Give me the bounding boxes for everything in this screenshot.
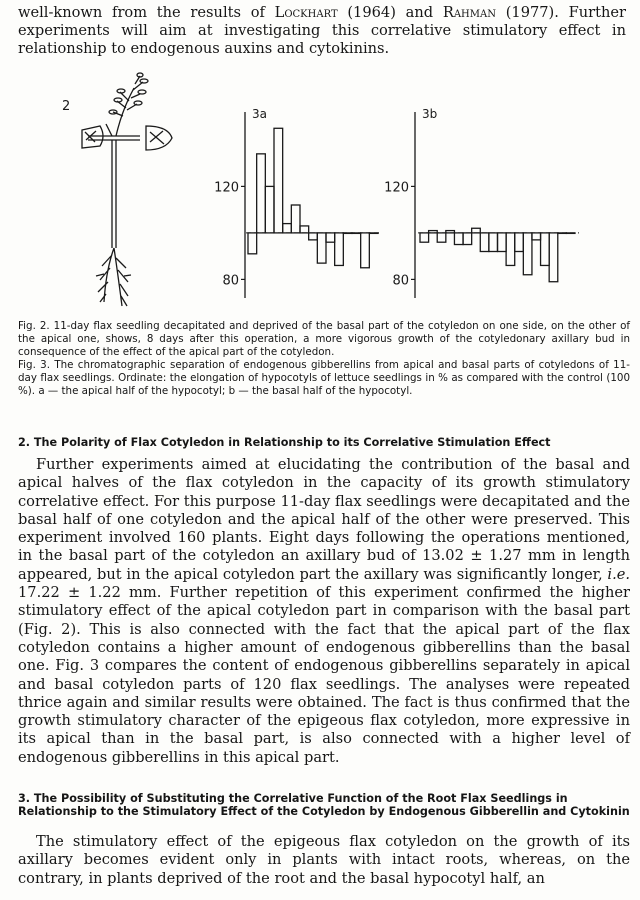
chart-3b-bar	[472, 228, 481, 233]
section2-text-a: Further experiments aimed at elucidating the contribution of the basal and apical halves of the flax cotyledon in the capacity of its growth stimulatory correlative effect. For this purpose 11-day flax seedlings were decapitated and the basal half of one cotyledon and the apical half of the other were preserved. This experiment involved 160 plants. Eight days following the operations mentioned, in the basal part of the cotyledon an axillary bud of 13.02 ± 1.27 mm in length appeared, but in the apical cotyledon part the axillary was significantly longer,	[18, 456, 630, 583]
chart-3b-bar	[523, 233, 532, 275]
section2-heading: 2. The Polarity of Flax Cotyledon in Relationship to its Correlative Stimulation Effect	[18, 436, 551, 449]
chart-3a-tick-label: 80	[222, 273, 239, 289]
chart-3a-bar	[291, 205, 300, 233]
fig2-caption: Fig. 2. 11-day flax seedling decapitated and deprived of the basal part of the cotyledon on one side, on the other of the apical one, shows, 8 days after this operation, a more vigorous growth of the cotyledonary axillary bud in consequence of the effect of the apical part of the cotyledon.	[18, 320, 630, 358]
chart-3b-tick-label: 120	[384, 180, 409, 196]
chart-3b-bar	[549, 233, 558, 282]
chart-3a-bar	[257, 154, 266, 233]
figure-block	[0, 70, 640, 315]
chart-3a-bar	[335, 233, 344, 266]
chart-3a-label: 3a	[252, 107, 267, 121]
seedling-drawing	[62, 73, 172, 306]
chart-3a-bar	[309, 233, 318, 240]
fig3-caption: Fig. 3. The chromatographic separation of endogenous gibberellins from apical and basal parts of cotyledons of 11-day flax seedlings. Ordinate: the elongation of hypocotyls of lettuce seedlings in % as compared with the control (100 %). a — the apical half of the hypocotyl; b — the basal half of the hypocotyl.	[18, 359, 630, 397]
section2-ie: i.e.	[607, 565, 630, 583]
chart-3b-bar	[541, 233, 550, 266]
chart-3b-bar	[566, 233, 575, 234]
intro-text-3: (1977). Further experiments will aim at investigating this correlative stimulatory effect in relationship to endogenous auxins and cytokinins.	[18, 4, 627, 57]
chart-3b-bar	[489, 233, 498, 252]
section2-text-b: 17.22 ± 1.22 mm. Further repetition of this experiment confirmed the higher stimulatory effect of the apical cotyledon part in comparison with the basal part (Fig. 2). This is also connected with the fact that the apical part of the flax cotyledon contains a higher amount of endogenous gibberellins than the basal one. Fig. 3 compares the content of endogenous gibberellins separately in apical and basal cotyledon parts of 120 flax seedlings. The analyses were repeated thrice again and similar results were obtained. The fact is thus confirmed that the growth stimulatory character of the epigeous flax cotyledon, more expressive in its apical than in the basal part, is also connected with a higher level of endogenous gibberellins in this apical part.	[18, 584, 630, 766]
chart-3a-bar	[352, 233, 361, 234]
chart-3a-bar	[265, 186, 274, 233]
chart-3b-bar	[437, 233, 446, 242]
chart-3b-bar	[429, 231, 438, 233]
chart-3a-bar	[283, 224, 292, 233]
chart-3b-bar	[420, 233, 429, 242]
chart-3b-bar	[532, 233, 541, 240]
intro-paragraph	[18, 4, 626, 58]
chart-3a-bar	[343, 233, 352, 234]
chart-3b-bar	[506, 233, 515, 266]
chart-3a-bar	[369, 233, 378, 234]
chart-3b-bar	[454, 233, 463, 245]
author-rahman: Rahman	[442, 4, 496, 21]
chart-3b-bar	[446, 231, 455, 233]
section3-heading: 3. The Possibility of Substituting the Correlative Function of the Root Flax Seedlings in Relationship to the Stimulatory Effect of the Cotyledon by Endogenous Gibberellin and Cytokinin	[18, 792, 630, 818]
chart-3b-bar	[463, 233, 472, 245]
chart-3a-bar	[248, 233, 257, 254]
chart-3a-bar	[326, 233, 335, 242]
author-lockhart: Lockhart	[274, 4, 338, 21]
chart-3b-bar	[558, 233, 567, 234]
section3-text: The stimulatory effect of the epigeous flax cotyledon on the growth of its axillary becomes evident only in plants with intact roots, whereas, on the contrary, in plants deprived of the root and the basal hypocotyl half, an	[18, 833, 630, 887]
section3-body	[18, 833, 630, 888]
chart-3a-tick-label: 120	[214, 180, 239, 196]
chart-3a-bar	[274, 128, 283, 233]
section2-body	[18, 456, 630, 767]
figure-caption	[18, 320, 630, 398]
fig2-label: 2	[62, 99, 71, 114]
chart-3a-bar	[361, 233, 370, 268]
chart-3a-bar	[317, 233, 326, 263]
figure-svg	[0, 70, 640, 315]
chart-3b-label: 3b	[422, 107, 438, 121]
chart-3a-bar	[300, 226, 309, 233]
chart-3b-bar	[515, 233, 524, 252]
intro-text-1: well-known from the results of	[18, 4, 275, 21]
intro-text-2: (1964) and	[337, 4, 443, 21]
chart-3b-bar	[498, 233, 507, 252]
chart-3b-bar	[480, 233, 489, 252]
chart-3b-tick-label: 80	[392, 273, 409, 289]
